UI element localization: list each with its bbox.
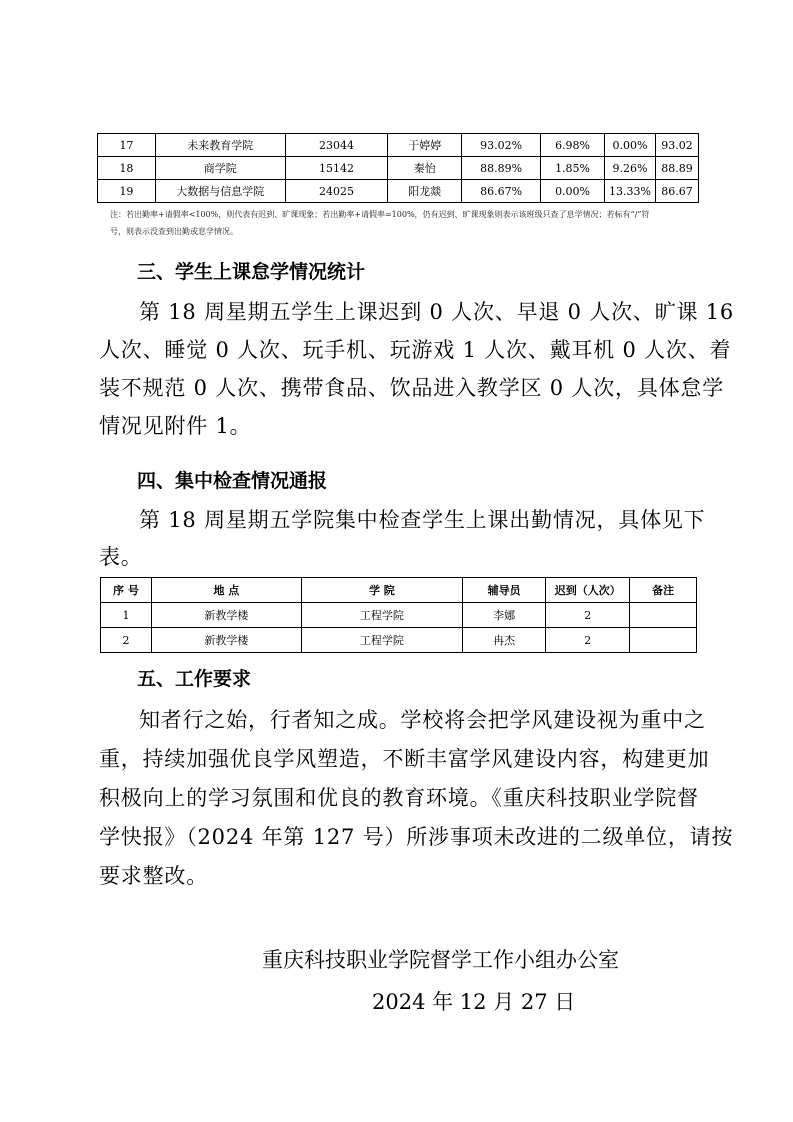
table-note-line-2: 号，则表示没查到出勤或息学情况。 [110, 227, 238, 236]
table-row: 18 商学院 15142 秦怡 88.89% 1.85% 9.26% 88.89 [98, 157, 699, 180]
table-row: 19 大数据与信息学院 24025 阳龙燚 86.67% 0.00% 13.33% 86.67 [98, 180, 699, 203]
section-5-line-1: 知者行之始，行者知之成。学校将会把学风建设视为重中之 [139, 708, 706, 732]
signature-org: 重庆科技职业学院督学工作小组办公室 [262, 948, 619, 972]
section-4-line-1: 第 18 周星期五学院集中检查学生上课出勤情况，具体见下 [139, 508, 706, 532]
section-3-heading: 三、学生上课怠学情况统计 [137, 261, 366, 283]
section-5-heading: 五、工作要求 [137, 668, 252, 690]
signature-date: 2024 年 12 月 27 日 [372, 990, 576, 1014]
section-5-line-4: 学快报》（2024 年第 127 号）所涉事项未改进的二级单位，请按 [99, 825, 734, 849]
section-5-line-5: 要求整改。 [99, 864, 208, 888]
table-header-row: 序 号 地 点 学 院 辅导员 迟到（人次） 备注 [101, 578, 697, 603]
inspection-table [100, 577, 697, 653]
section-3-line-1: 第 18 周星期五学生上课迟到 0 人次、早退 0 人次、旷课 16 [139, 300, 735, 324]
section-4-heading: 四、集中检查情况通报 [137, 470, 328, 492]
section-3-line-3: 装不规范 0 人次、携带食品、饮品进入教学区 0 人次，具体怠学 [99, 376, 725, 400]
section-3-line-2: 人次、睡觉 0 人次、玩手机、玩游戏 1 人次、戴耳机 0 人次、着 [99, 338, 732, 362]
section-5-line-2: 重，持续加强优良学风塑造，不断丰富学风建设内容，构建更加 [99, 747, 710, 771]
section-5-line-3: 积极向上的学习氛围和优良的教育环境。《重庆科技职业学院督 [99, 786, 699, 810]
table-row: 17 未来教育学院 23044 于婷婷 93.02% 6.98% 0.00% 93.02 [98, 134, 699, 157]
section-3-line-4: 情况见附件 1。 [99, 414, 252, 438]
table-note-line-1: 注：若出勤率+请假率<100%，则代表有迟到、旷课现象；若出勤率+请假率=100%，仍有迟到、旷课现象则表示该班级只查了息学情况；若标有“/”符 [110, 210, 650, 219]
table-row: 1 新教学楼 工程学院 李娜 2 [101, 603, 697, 628]
section-4-line-2: 表。 [99, 545, 143, 569]
attendance-table [97, 133, 699, 203]
table-row: 2 新教学楼 工程学院 冉杰 2 [101, 628, 697, 653]
